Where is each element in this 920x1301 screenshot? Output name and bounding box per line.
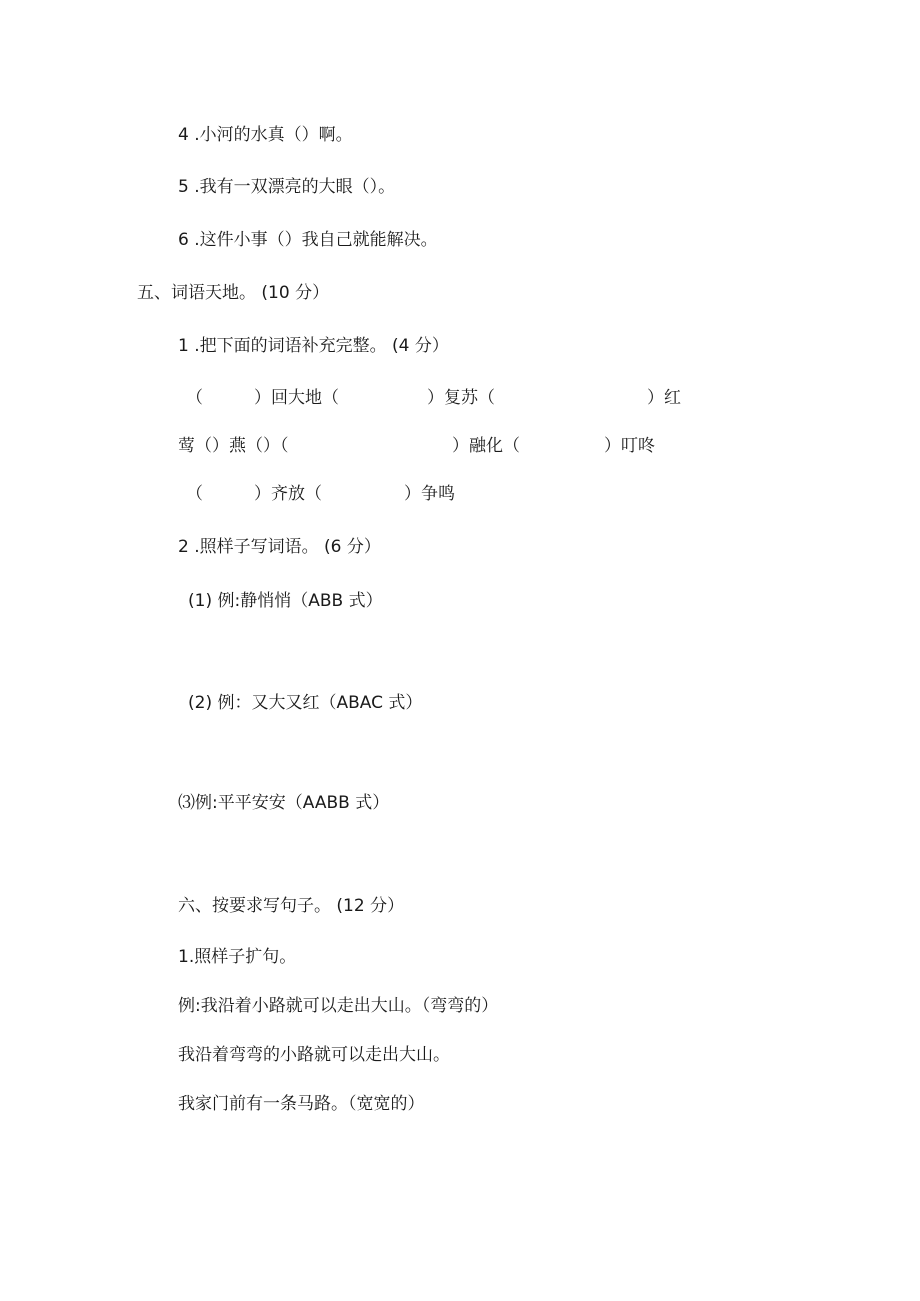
section-5-q2-title: 2 .照样子写词语。 (6 分） (178, 537, 381, 557)
question-6: 6 .这件小事（）我自己就能解决。 (178, 230, 438, 250)
fill-row-3-part-3: ）争鸣 (404, 484, 455, 504)
example-abb: (1) 例:静悄悄（ABB 式） (188, 591, 383, 611)
fill-row-1-part-4: ）红 (647, 388, 681, 408)
example-abac: (2) 例：又大又红（ABAC 式） (188, 693, 423, 713)
fill-row-1-part-2: ）回大地（ (254, 388, 339, 408)
fill-row-1-part-1: （ (186, 388, 203, 408)
section-6-example: 例:我沿着小路就可以走出大山。（弯弯的） (178, 996, 499, 1016)
section-6-title: 六、按要求写句子。 (12 分） (178, 896, 405, 916)
fill-row-3-part-1: （ (186, 484, 203, 504)
question-4: 4 .小河的水真（）啊。 (178, 125, 353, 145)
fill-row-2-part-3: ）叮咚 (604, 436, 655, 456)
fill-row-2-part-1: 莺（）燕（）（ (178, 436, 289, 456)
fill-row-3-part-2: ）齐放（ (254, 484, 322, 504)
section-6-q1-title: 1.照样子扩句。 (178, 947, 297, 967)
fill-row-2-part-2: ）融化（ (452, 436, 520, 456)
section-6-task: 我家门前有一条马路。（宽宽的） (178, 1094, 425, 1114)
example-aabb: ⑶例:平平安安（AABB 式） (178, 793, 390, 813)
fill-row-1-part-3: ）复苏（ (427, 388, 495, 408)
section-5-q1-title: 1 .把下面的词语补充完整。 (4 分） (178, 336, 449, 356)
section-5-title: 五、词语天地。 (10 分） (137, 283, 330, 303)
question-5: 5 .我有一双漂亮的大眼（）。 (178, 177, 396, 197)
section-6-example-answer: 我沿着弯弯的小路就可以走出大山。 (178, 1045, 450, 1065)
